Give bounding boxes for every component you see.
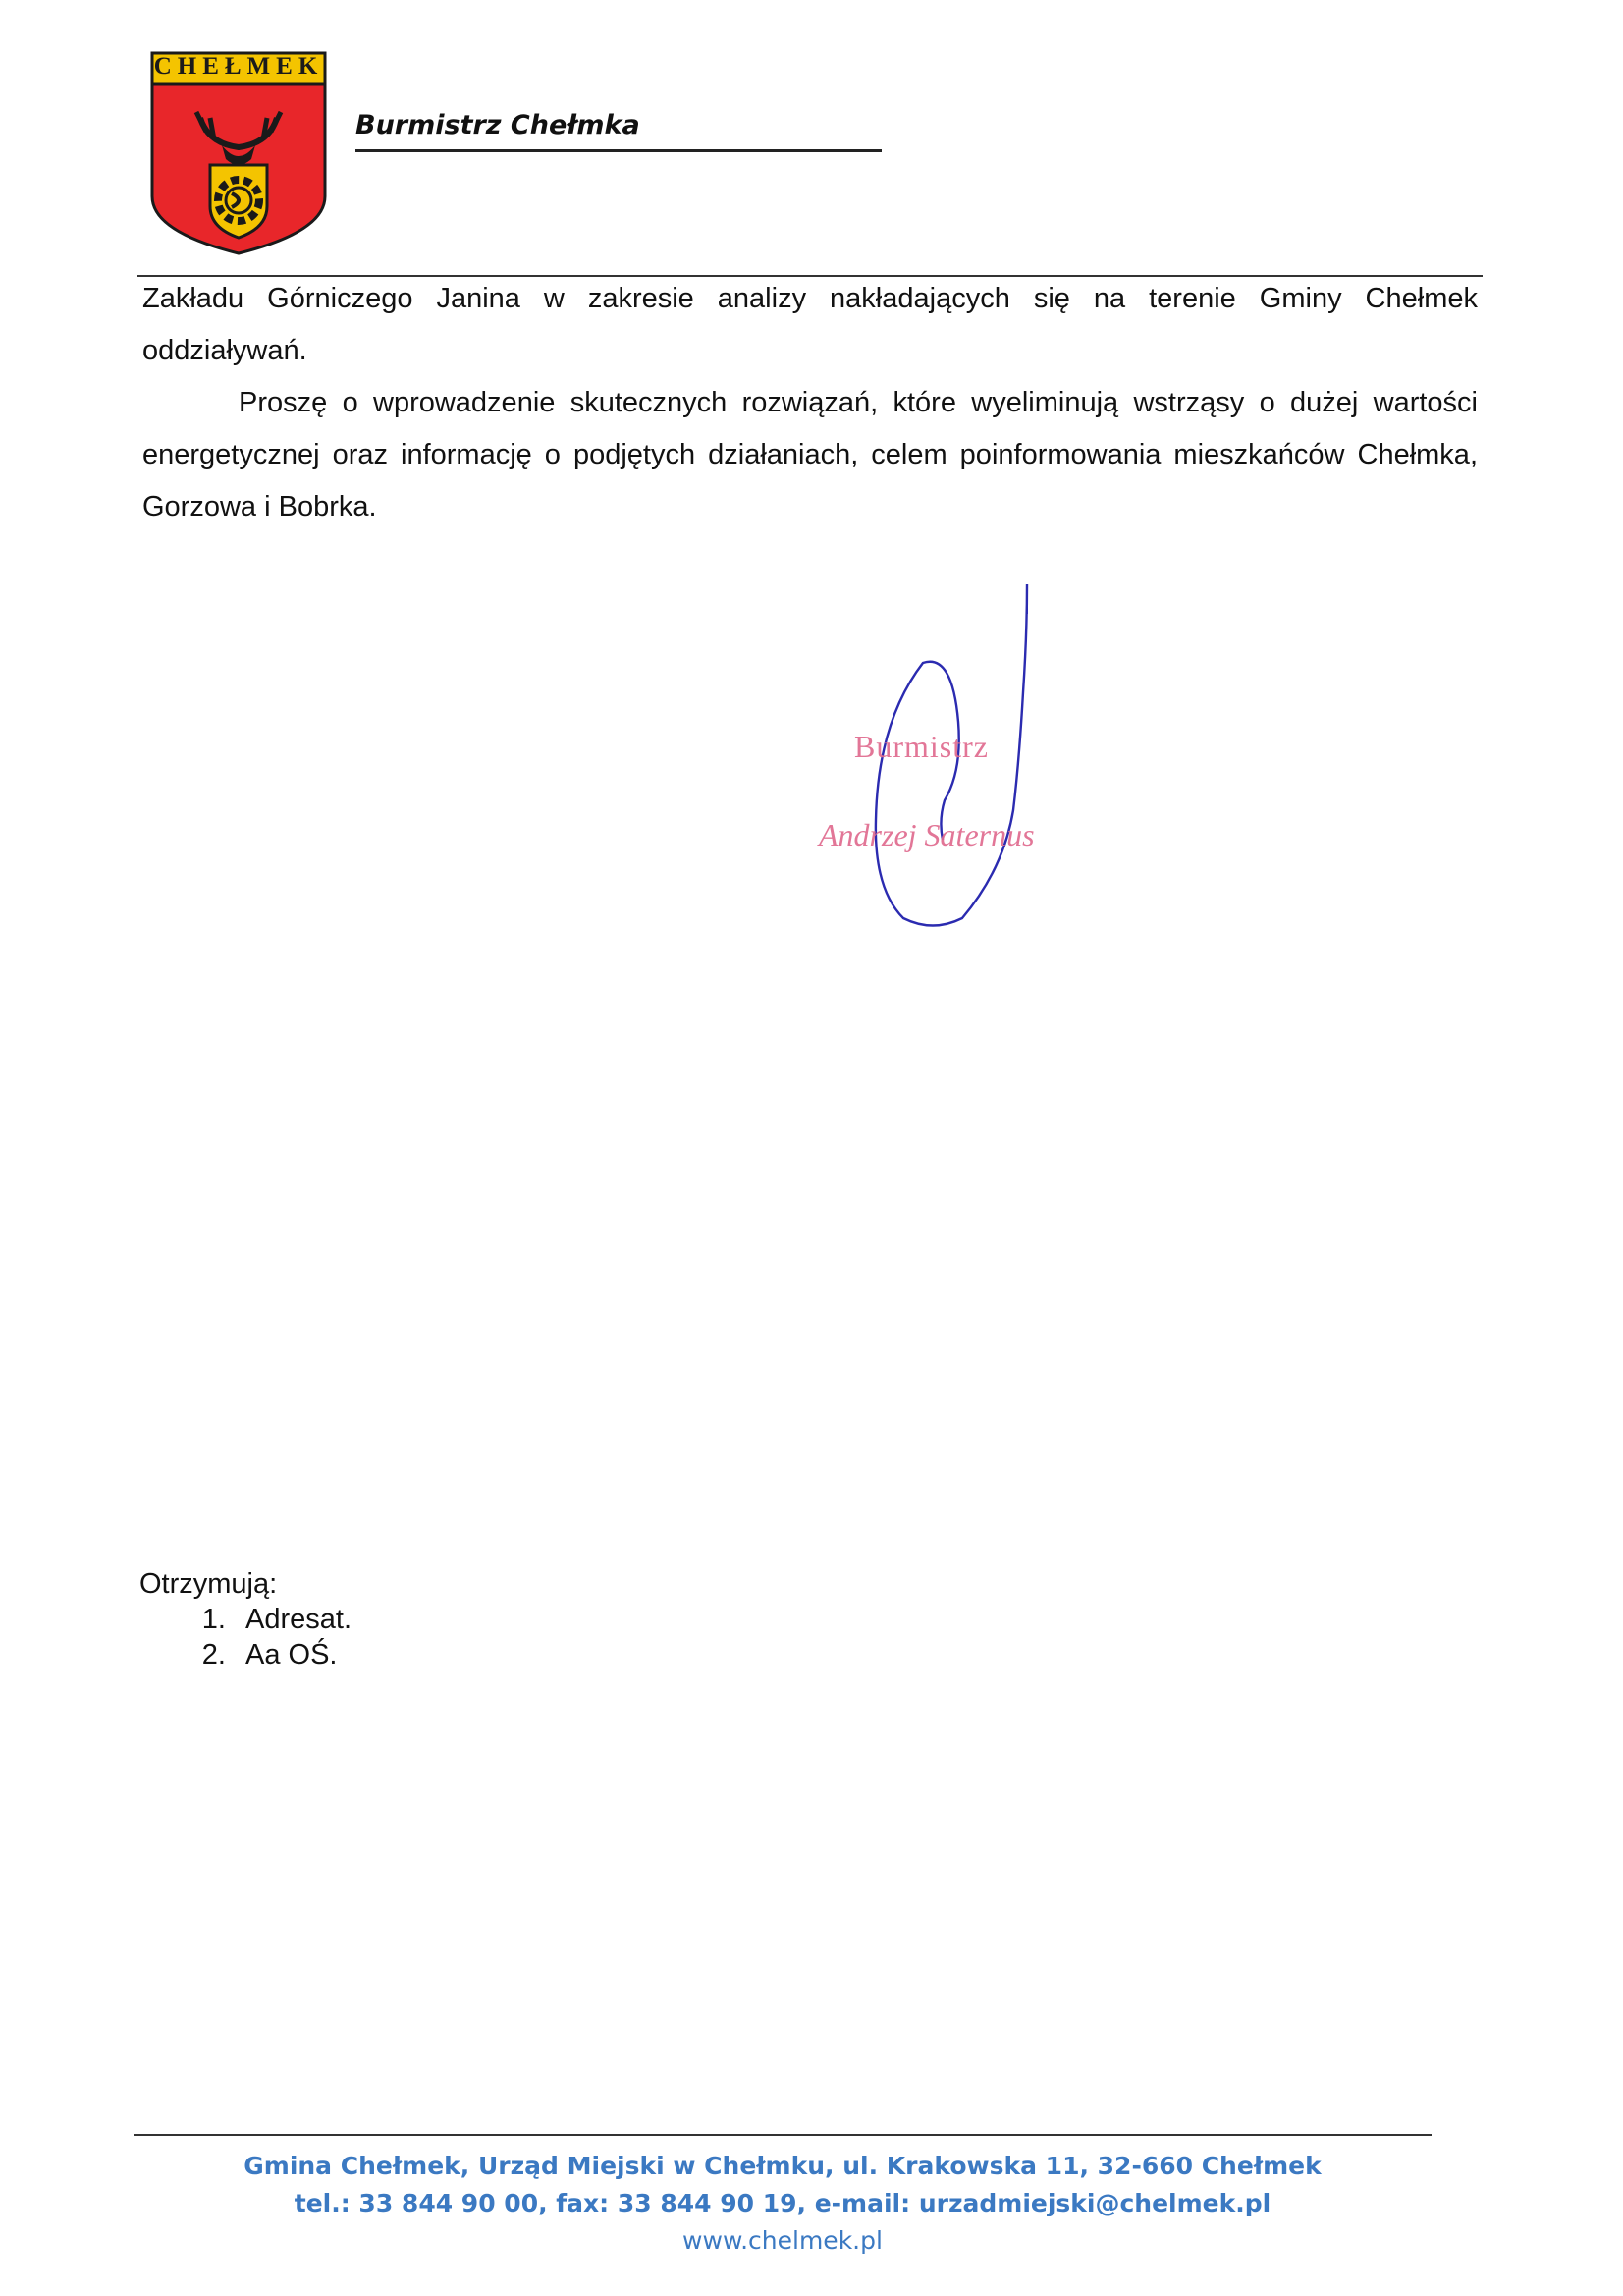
paragraph-request: Proszę o wprowadzenie skutecznych rozwiązań, które wyeliminują wstrząsy o dużej wartości energetycznej oraz informację o podjętych działaniach, celem poinformowania mieszkańców Chełmka, Gorzowa i Bobrka. bbox=[142, 387, 1478, 522]
office-title: Burmistrz Chełmka bbox=[355, 110, 640, 140]
recipients-heading: Otrzymują: bbox=[139, 1568, 278, 1600]
recipients-block bbox=[139, 1566, 352, 1672]
footer bbox=[134, 2148, 1432, 2260]
stamp-title: Burmistrz bbox=[854, 729, 989, 764]
recipient-item: 2. Aa OŚ. bbox=[234, 1637, 352, 1672]
recipient-item: 1. Adresat. bbox=[234, 1602, 352, 1637]
paragraph-continuation: Zakładu Górniczego Janina w zakresie analizy nakładających się na terenie Gminy Chełmek oddziaływań. bbox=[142, 283, 1478, 366]
header-underline bbox=[355, 149, 882, 152]
letter-body bbox=[142, 273, 1478, 533]
coat-of-arms-logo bbox=[149, 49, 328, 257]
footer-contact: tel.: 33 844 90 00, fax: 33 844 90 19, e-mail: urzadmiejski@chelmek.pl bbox=[294, 2189, 1271, 2217]
footer-divider bbox=[134, 2134, 1432, 2136]
recipients-list bbox=[139, 1602, 352, 1672]
footer-address: Gmina Chełmek, Urząd Miejski w Chełmku, ul. Krakowska 11, 32-660 Chełmek bbox=[243, 2152, 1322, 2180]
crest-lettering: CHEŁMEK bbox=[153, 53, 324, 80]
stamp-name: Andrzej Saternus bbox=[819, 817, 1035, 852]
footer-website: www.chelmek.pl bbox=[682, 2226, 883, 2255]
